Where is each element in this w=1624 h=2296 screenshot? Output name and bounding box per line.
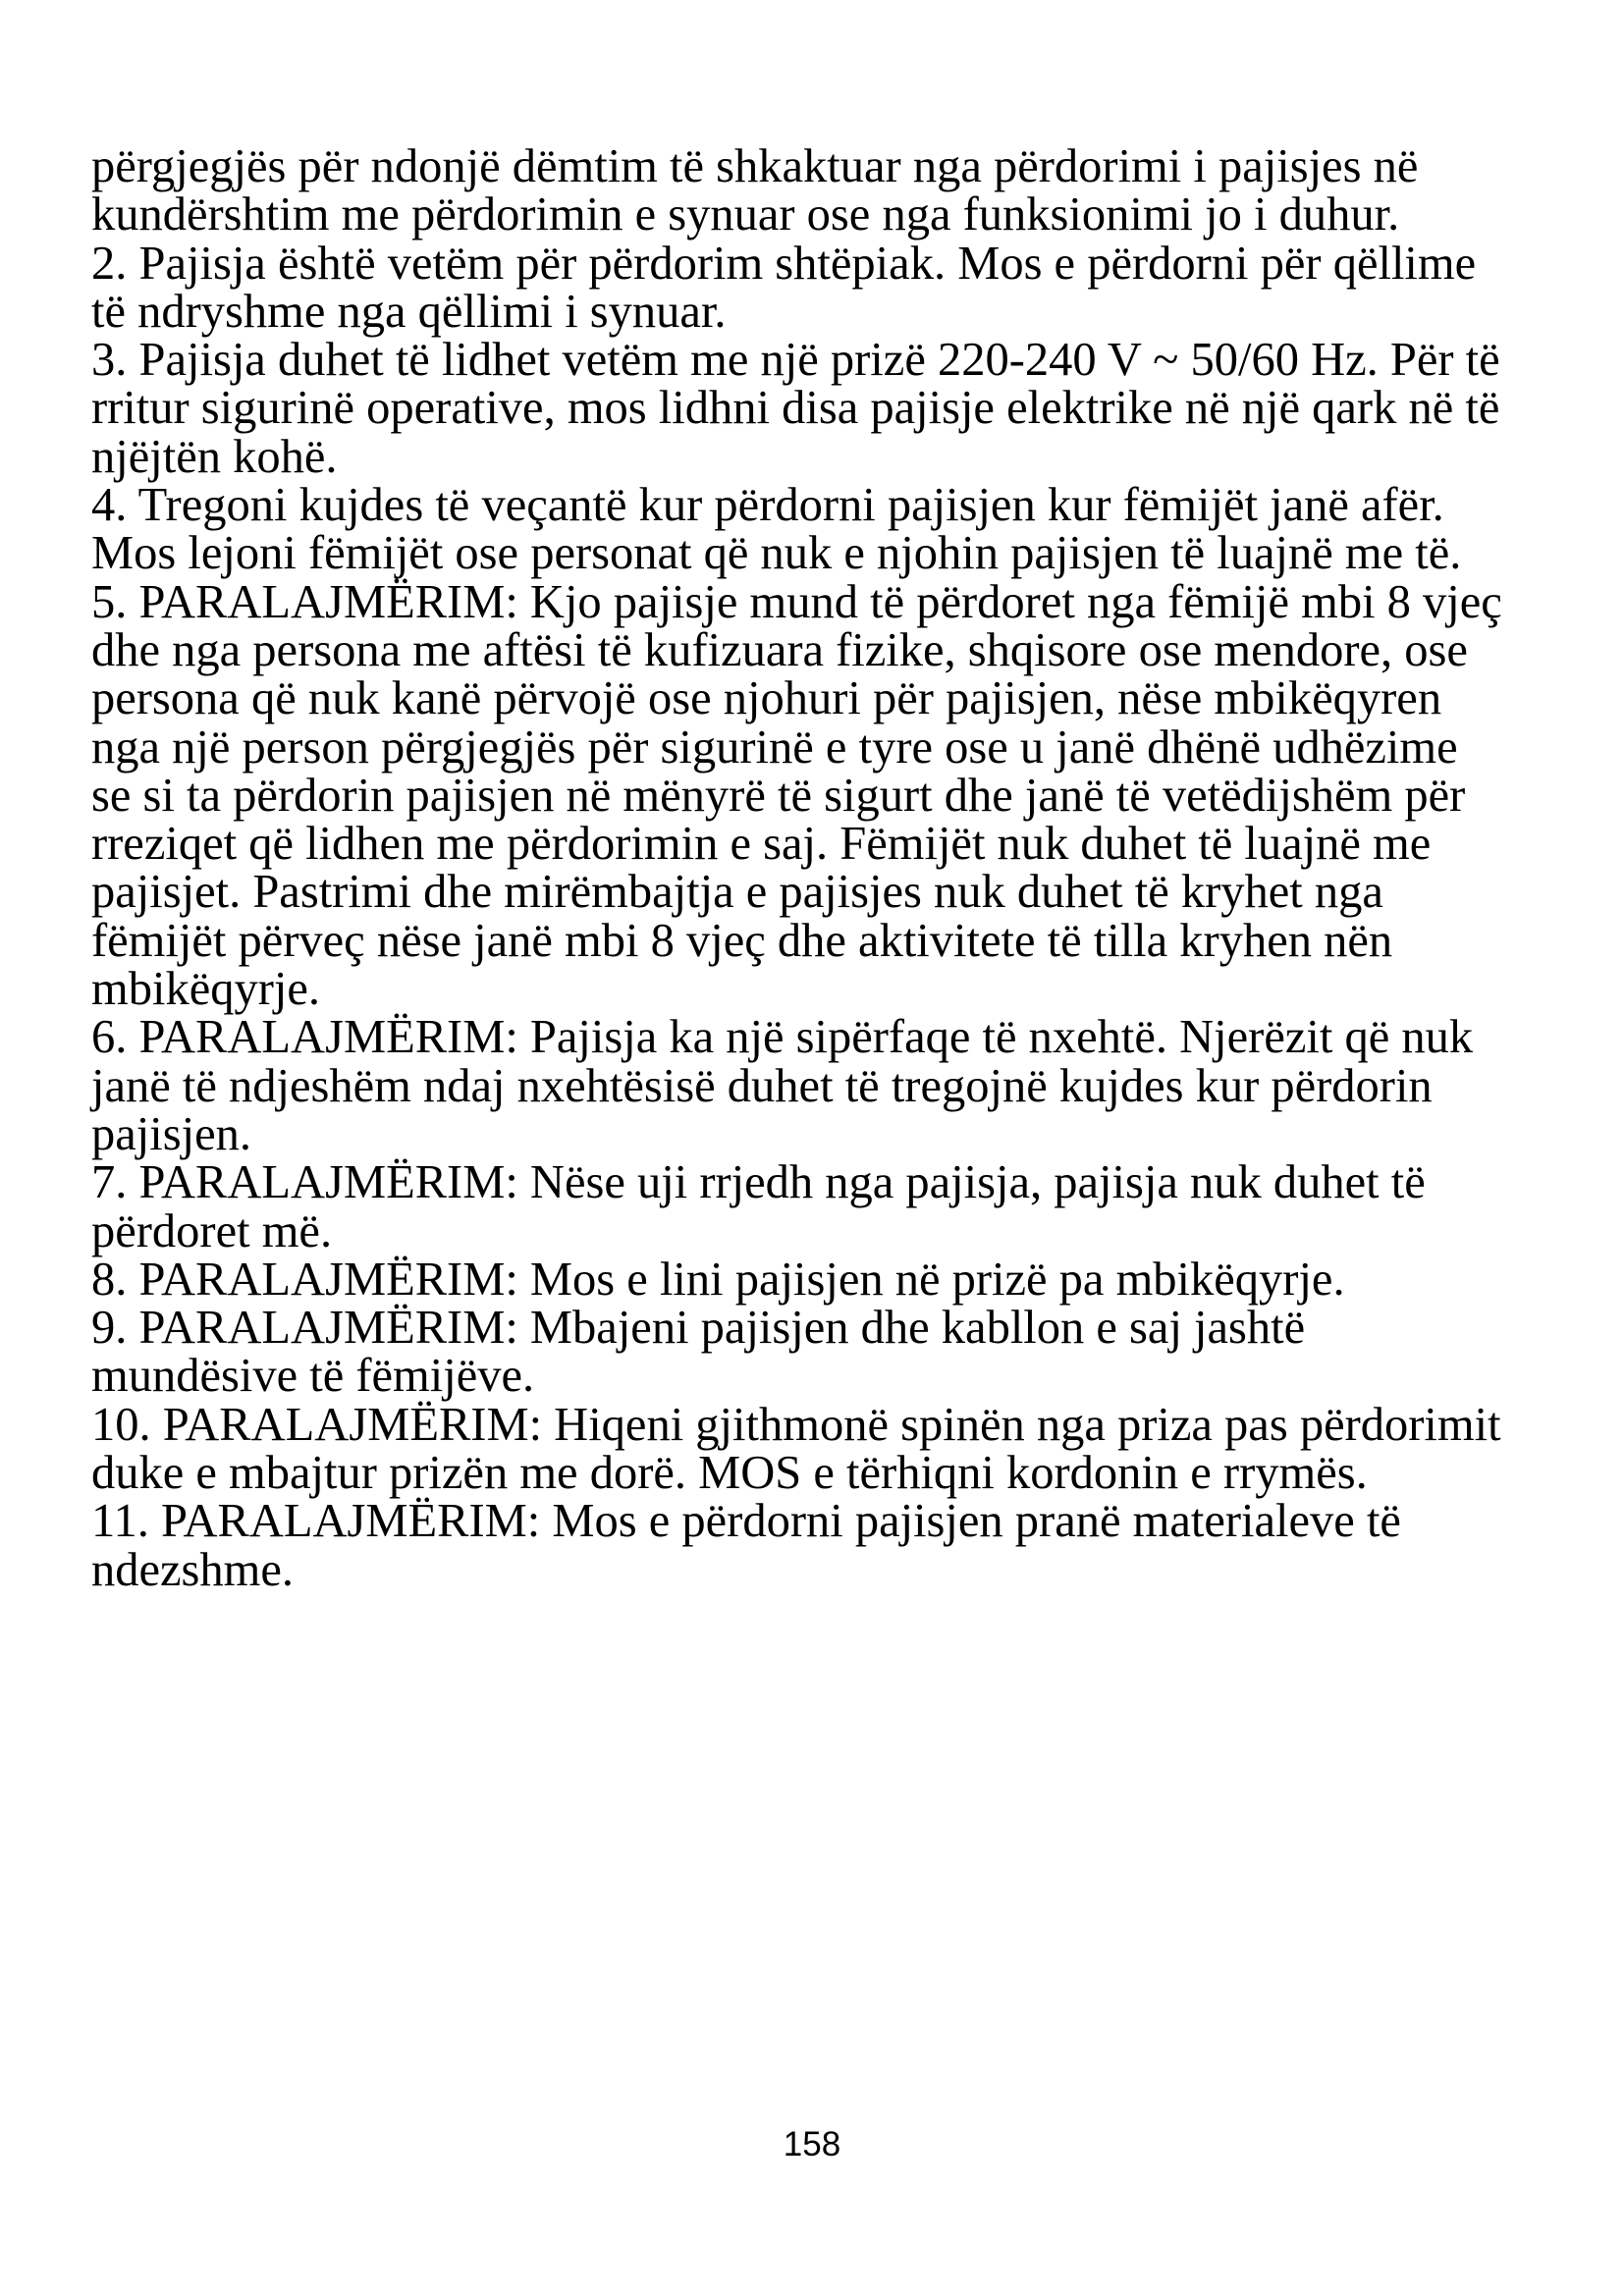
document-body xyxy=(91,142,1505,1594)
page-number: 158 xyxy=(783,2125,841,2163)
list-item-6: 6. PARALAJMËRIM: Pajisja ka një sipërfaqe të nxehtë. Njerëzit që nuk janë të ndjeshëm ndaj nxehtësisë duhet të tregojnë kujdes kur përdorin pajisjen. xyxy=(91,1011,1474,1160)
list-item-10: 10. PARALAJMËRIM: Hiqeni gjithmonë spinën nga priza pas përdorimit duke e mbajtur prizën me dorë. MOS e tërhiqni kordonin e rrymës. xyxy=(91,1398,1501,1500)
list-item-9: 9. PARALAJMËRIM: Mbajeni pajisjen dhe kabllon e saj jashtë mundësive të fëmijëve. xyxy=(91,1302,1306,1403)
list-item-7: 7. PARALAJMËRIM: Nëse uji rrjedh nga pajisja, pajisja nuk duhet të përdoret më. xyxy=(91,1156,1426,1257)
list-item-5: 5. PARALAJMËRIM: Kjo pajisje mund të përdoret nga fëmijë mbi 8 vjeç dhe nga persona me aftësi të kufizuara fizike, shqisore ose mendore, ose persona që nuk kanë përvojë ose njohuri për pajisjen, nëse mbikëqyren nga një person përgjegjës për sigurinë e tyre ose u janë dhënë udhëzime se si ta përdorin pajisjen në mënyrë të sigurt dhe janë të vetëdijshëm për rreziqet që lidhen me përdorimin e saj. Fëmijët nuk duhet të luajnë me pajisjet. Pastrimi dhe mirëmbajtja e pajisjes nuk duhet të kryhet nga fëmijët përveç nëse janë mbi 8 vjeç dhe aktivitete të tilla kryhen nën mbikëqyrje. xyxy=(91,575,1502,1016)
list-item-8: 8. PARALAJMËRIM: Mos e lini pajisjen në prizë pa mbikëqyrje. xyxy=(91,1253,1345,1306)
list-item-4: 4. Tregoni kujdes të veçantë kur përdorni pajisjen kur fëmijët janë afër. Mos lejoni fëmijët ose personat që nuk e njohin pajisjen të luajnë me të. xyxy=(91,479,1462,580)
paragraph-continuation: përgjegjës për ndonjë dëmtim të shkaktuar nga përdorimi i pajisjes në kundërshtim me përdorimin e synuar ose nga funksionimi jo i duhur. xyxy=(91,140,1419,241)
list-item-2: 2. Pajisja është vetëm për përdorim shtëpiak. Mos e përdorni për qëllime të ndryshme nga qëllimi i synuar. xyxy=(91,237,1477,338)
list-item-3: 3. Pajisja duhet të lidhet vetëm me një prizë 220-240 V ~ 50/60 Hz. Për të rritur sigurinë operative, mos lidhni disa pajisje elektrike në një qark në të njëjtën kohë. xyxy=(91,334,1500,483)
list-item-11: 11. PARALAJMËRIM: Mos e përdorni pajisjen pranë materialeve të ndezshme. xyxy=(91,1495,1401,1596)
